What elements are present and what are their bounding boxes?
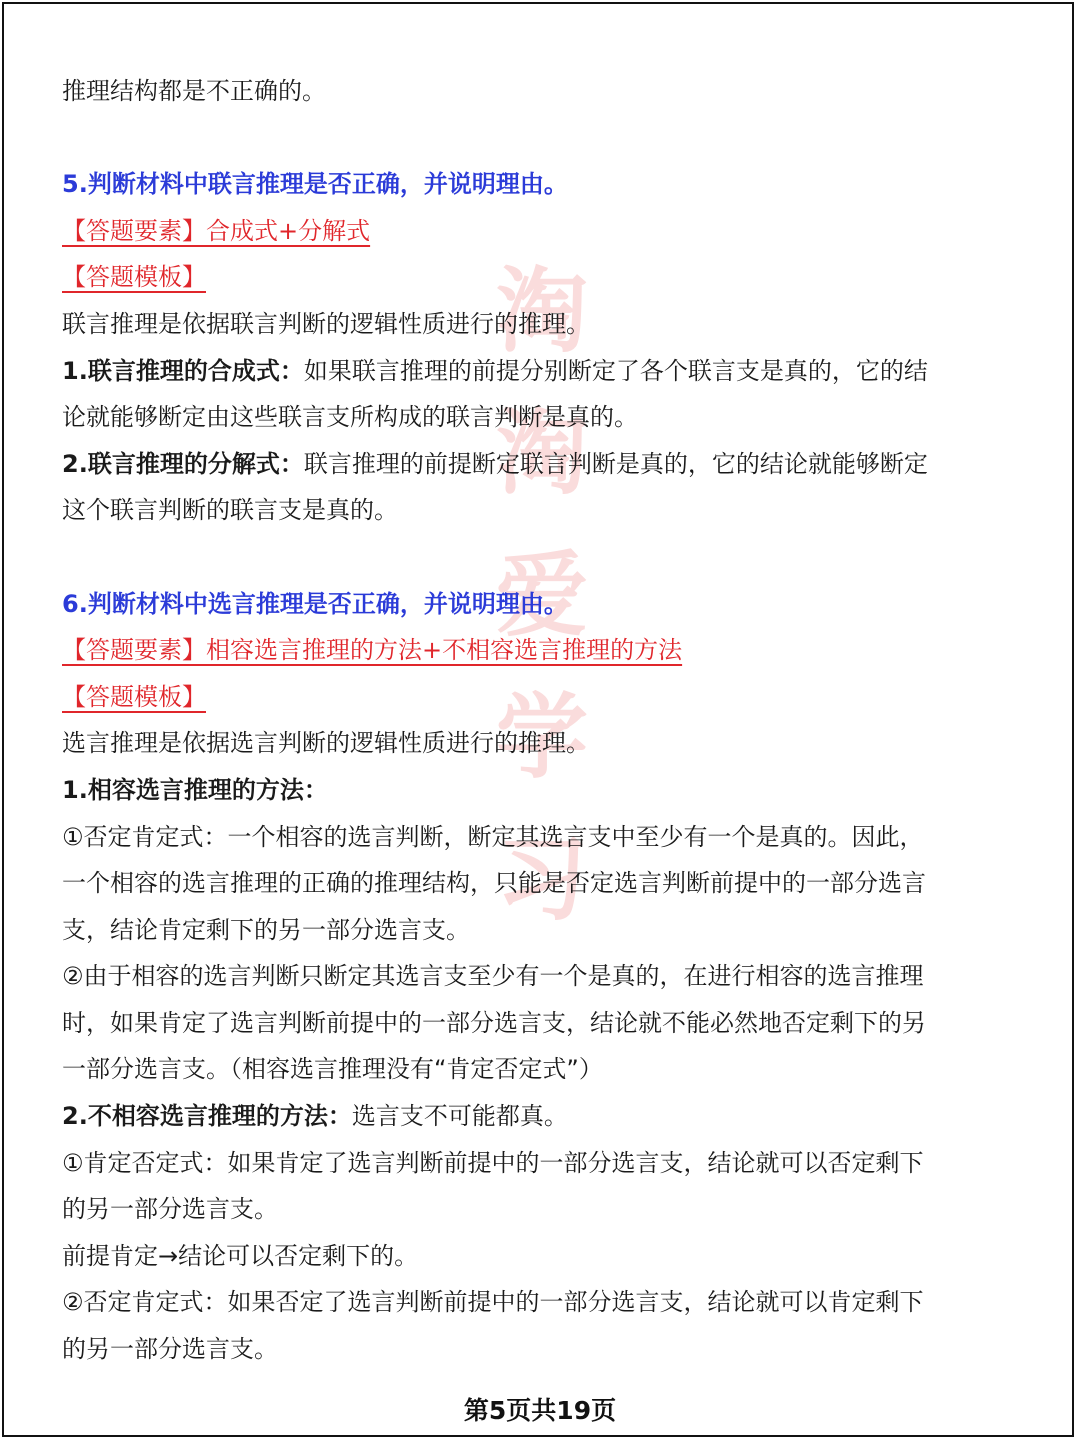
q5-answer-elements: 【答题要素】合成式+分解式 <box>62 216 371 245</box>
q6-b-line: 一部分选言支。（相容选言推理没有“肯定否定式”） <box>62 1055 603 1084</box>
q6-a-line: 支，结论肯定剩下的另一部分选言支。 <box>62 915 470 944</box>
q6-c-line: ①肯定否定式：如果肯定了选言判断前提中的一部分选言支，结论就可以否定剩下 <box>62 1148 924 1177</box>
q6-c-line: 的另一部分选言支。 <box>62 1195 278 1224</box>
spacer <box>62 115 1007 162</box>
spacer <box>62 534 1007 581</box>
question-5-heading: 5.判断材料中联言推理是否正确，并说明理由。 <box>62 170 568 199</box>
q5-answer-template-label: 【答题模板】 <box>62 263 206 292</box>
q5-point-2-text: 联言推理的前提断定联言判断是真的，它的结论就能够断定 <box>303 449 928 478</box>
document-body <box>62 68 1007 1373</box>
q5-point-1-title: 1.联言推理的合成式： <box>62 356 304 385</box>
q5-point-1-cont: 论就能够断定由这些联言支所构成的联言判断是真的。 <box>62 403 638 432</box>
q6-a-line: 一个相容的选言推理的正确的推理结构，只能是否定选言判断前提中的一部分选言 <box>62 869 926 898</box>
q6-a-line: ①否定肯定式：一个相容的选言判断，断定其选言支中至少有一个是真的。因此， <box>62 822 924 851</box>
q6-c-line: 前提肯定→结论可以否定剩下的。 <box>62 1241 419 1270</box>
q6-b-line: ②由于相容的选言判断只断定其选言支至少有一个是真的，在进行相容的选言推理 <box>62 962 924 991</box>
q5-point-1 <box>62 348 1007 395</box>
q5-intro: 联言推理是依据联言判断的逻辑性质进行的推理。 <box>62 309 590 338</box>
q5-point-1-text: 如果联言推理的前提分别断定了各个联言支是真的，它的结 <box>303 356 928 385</box>
q5-point-2-cont: 这个联言判断的联言支是真的。 <box>62 496 398 525</box>
q6-point-2-text: 选言支不可能都真。 <box>351 1102 568 1131</box>
q6-b-line: 时，如果肯定了选言判断前提中的一部分选言支，结论就不能必然地否定剩下的另 <box>62 1008 926 1037</box>
question-6-heading: 6.判断材料中选言推理是否正确，并说明理由。 <box>62 589 568 618</box>
q6-d-line: 的另一部分选言支。 <box>62 1335 278 1364</box>
q6-answer-elements: 【答题要素】相容选言推理的方法+不相容选言推理的方法 <box>62 636 683 665</box>
q5-point-2 <box>62 441 1007 488</box>
watermark-char: 学 <box>495 683 588 791</box>
q6-d-line: ②否定肯定式：如果否定了选言判断前提中的一部分选言支，结论就可以肯定剩下 <box>62 1288 924 1317</box>
watermark-char: 淘 <box>495 399 588 507</box>
q6-intro: 选言推理是依据选言判断的逻辑性质进行的推理。 <box>62 729 590 758</box>
q6-answer-template-label: 【答题模板】 <box>62 682 206 711</box>
q5-point-2-title: 2.联言推理的分解式： <box>62 449 304 478</box>
watermark-char: 习 <box>495 825 588 933</box>
paragraph-continuation: 推理结构都是不正确的。 <box>62 77 326 105</box>
page-number: 第5页共19页 <box>463 1396 617 1425</box>
watermark-char: 爱 <box>495 541 588 649</box>
watermark-char: 淘 <box>495 257 588 365</box>
q6-point-2-title: 2.不相容选言推理的方法： <box>62 1102 352 1131</box>
q6-point-1-title: 1.相容选言推理的方法： <box>62 775 328 804</box>
q6-point-2 <box>62 1093 1007 1140</box>
